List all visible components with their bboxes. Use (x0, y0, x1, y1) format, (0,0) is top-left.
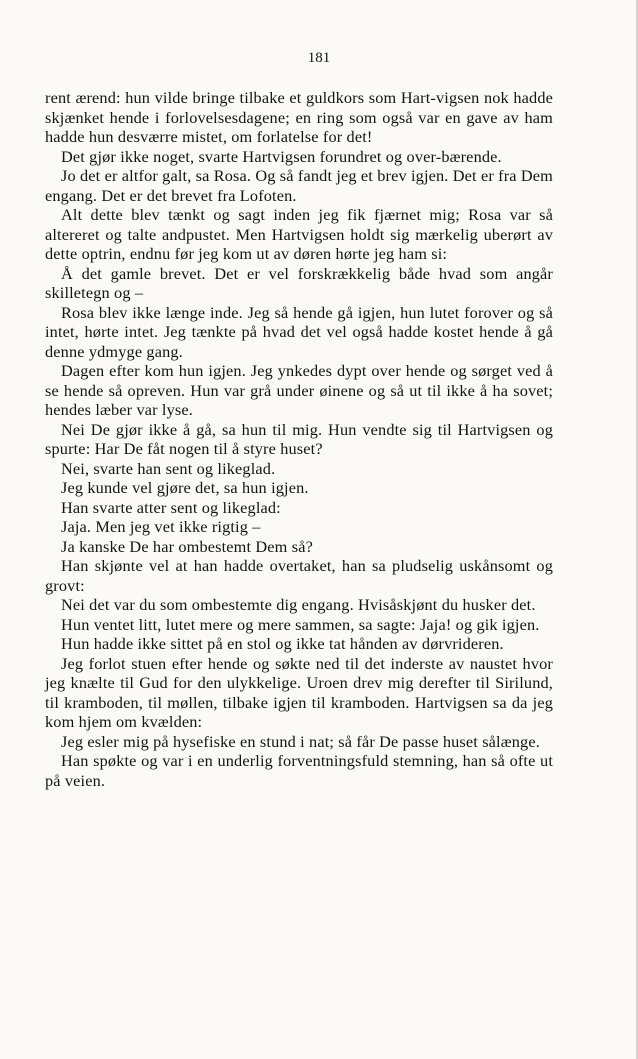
paragraph: Dagen efter kom hun igjen. Jeg ynkedes dypt over hende og sørget ved å se hende så opreven. Hun var grå under øinene og så ut til ikke å ha sovet; hendes læber var lyse. (45, 361, 553, 419)
paragraph: Han skjønte vel at han hadde overtaket, han sa pludselig uskånsomt og grovt: (45, 556, 553, 595)
paragraph: Han spøkte og var i en underlig forventningsfuld stemning, han så ofte ut på veien. (45, 751, 553, 790)
paragraph: rent ærend: hun vilde bringe tilbake et guldkors som Hart-vigsen nok hadde skjænket hende i forlovelsesdagene; en ring som også var en gave av ham hadde hun desværre mistet, om forlatelse for det! (45, 88, 553, 146)
paragraph: Han svarte atter sent og likeglad: (61, 497, 281, 517)
paragraph: Hun hadde ikke sittet på en stol og ikke tat hånden av dørvrideren. (61, 634, 504, 653)
paragraph: Alt dette blev tænkt og sagt inden jeg fik fjærnet mig; Rosa var så altereret og talte andpustet. Men Hartvigsen holdt sig mærkelig uberørt av dette optrin, endnu før jeg kom ut av døren hørte jeg ham si: (45, 205, 553, 263)
paragraph: Rosa blev ikke længe inde. Jeg så hende gå igjen, hun lutet forover og så intet, hørte intet. Jeg tænkte på hvad det vel også hadde kostet hende å gå denne ydmyge gang. (45, 302, 553, 361)
paragraph: Jeg kunde vel gjøre det, sa hun igjen. (61, 478, 309, 497)
paragraph: Hun ventet litt, lutet mere og mere sammen, sa sagte: Jaja! og gik igjen. (61, 614, 540, 634)
page-number: 181 (307, 50, 331, 66)
paragraph: Ja kanske De har ombestemt Dem så? (61, 536, 313, 556)
paragraph: Jeg esler mig på hysefiske en stund i nat; så får De passe huset sålænge. (61, 731, 540, 751)
body-text (45, 88, 553, 790)
paragraph: Jeg forlot stuen efter hende og søkte ned til det inderste av naustet hvor jeg knælte til Gud for den ulykkelige. Uroen drev mig derefter til Sirilund, til kramboden, til møllen, tilbake igjen til kramboden. Hartvigsen sa da jeg kom hjem om kvælden: (45, 653, 553, 731)
paragraph: Nei De gjør ikke å gå, sa hun til mig. Hun vendte sig til Hartvigsen og spurte: Har De fåt nogen til å styre huset? (45, 419, 553, 458)
paragraph: Nei det var du som ombestemte dig engang. Hvisåskjønt du husker det. (61, 595, 536, 614)
paragraph: Det gjør ikke noget, svarte Hartvigsen forundret og over-bærende. (61, 146, 502, 166)
paragraph: Jo det er altfor galt, sa Rosa. Og så fandt jeg et brev igjen. Det er fra Dem engang. Det er det brevet fra Lofoten. (45, 166, 553, 205)
paragraph: Å det gamle brevet. Det er vel forskrækkelig både hvad som angår skilletegn og – (45, 263, 553, 302)
paragraph: Nei, svarte han sent og likeglad. (61, 458, 276, 478)
paragraph: Jaja. Men jeg vet ikke rigtig – (61, 517, 261, 536)
